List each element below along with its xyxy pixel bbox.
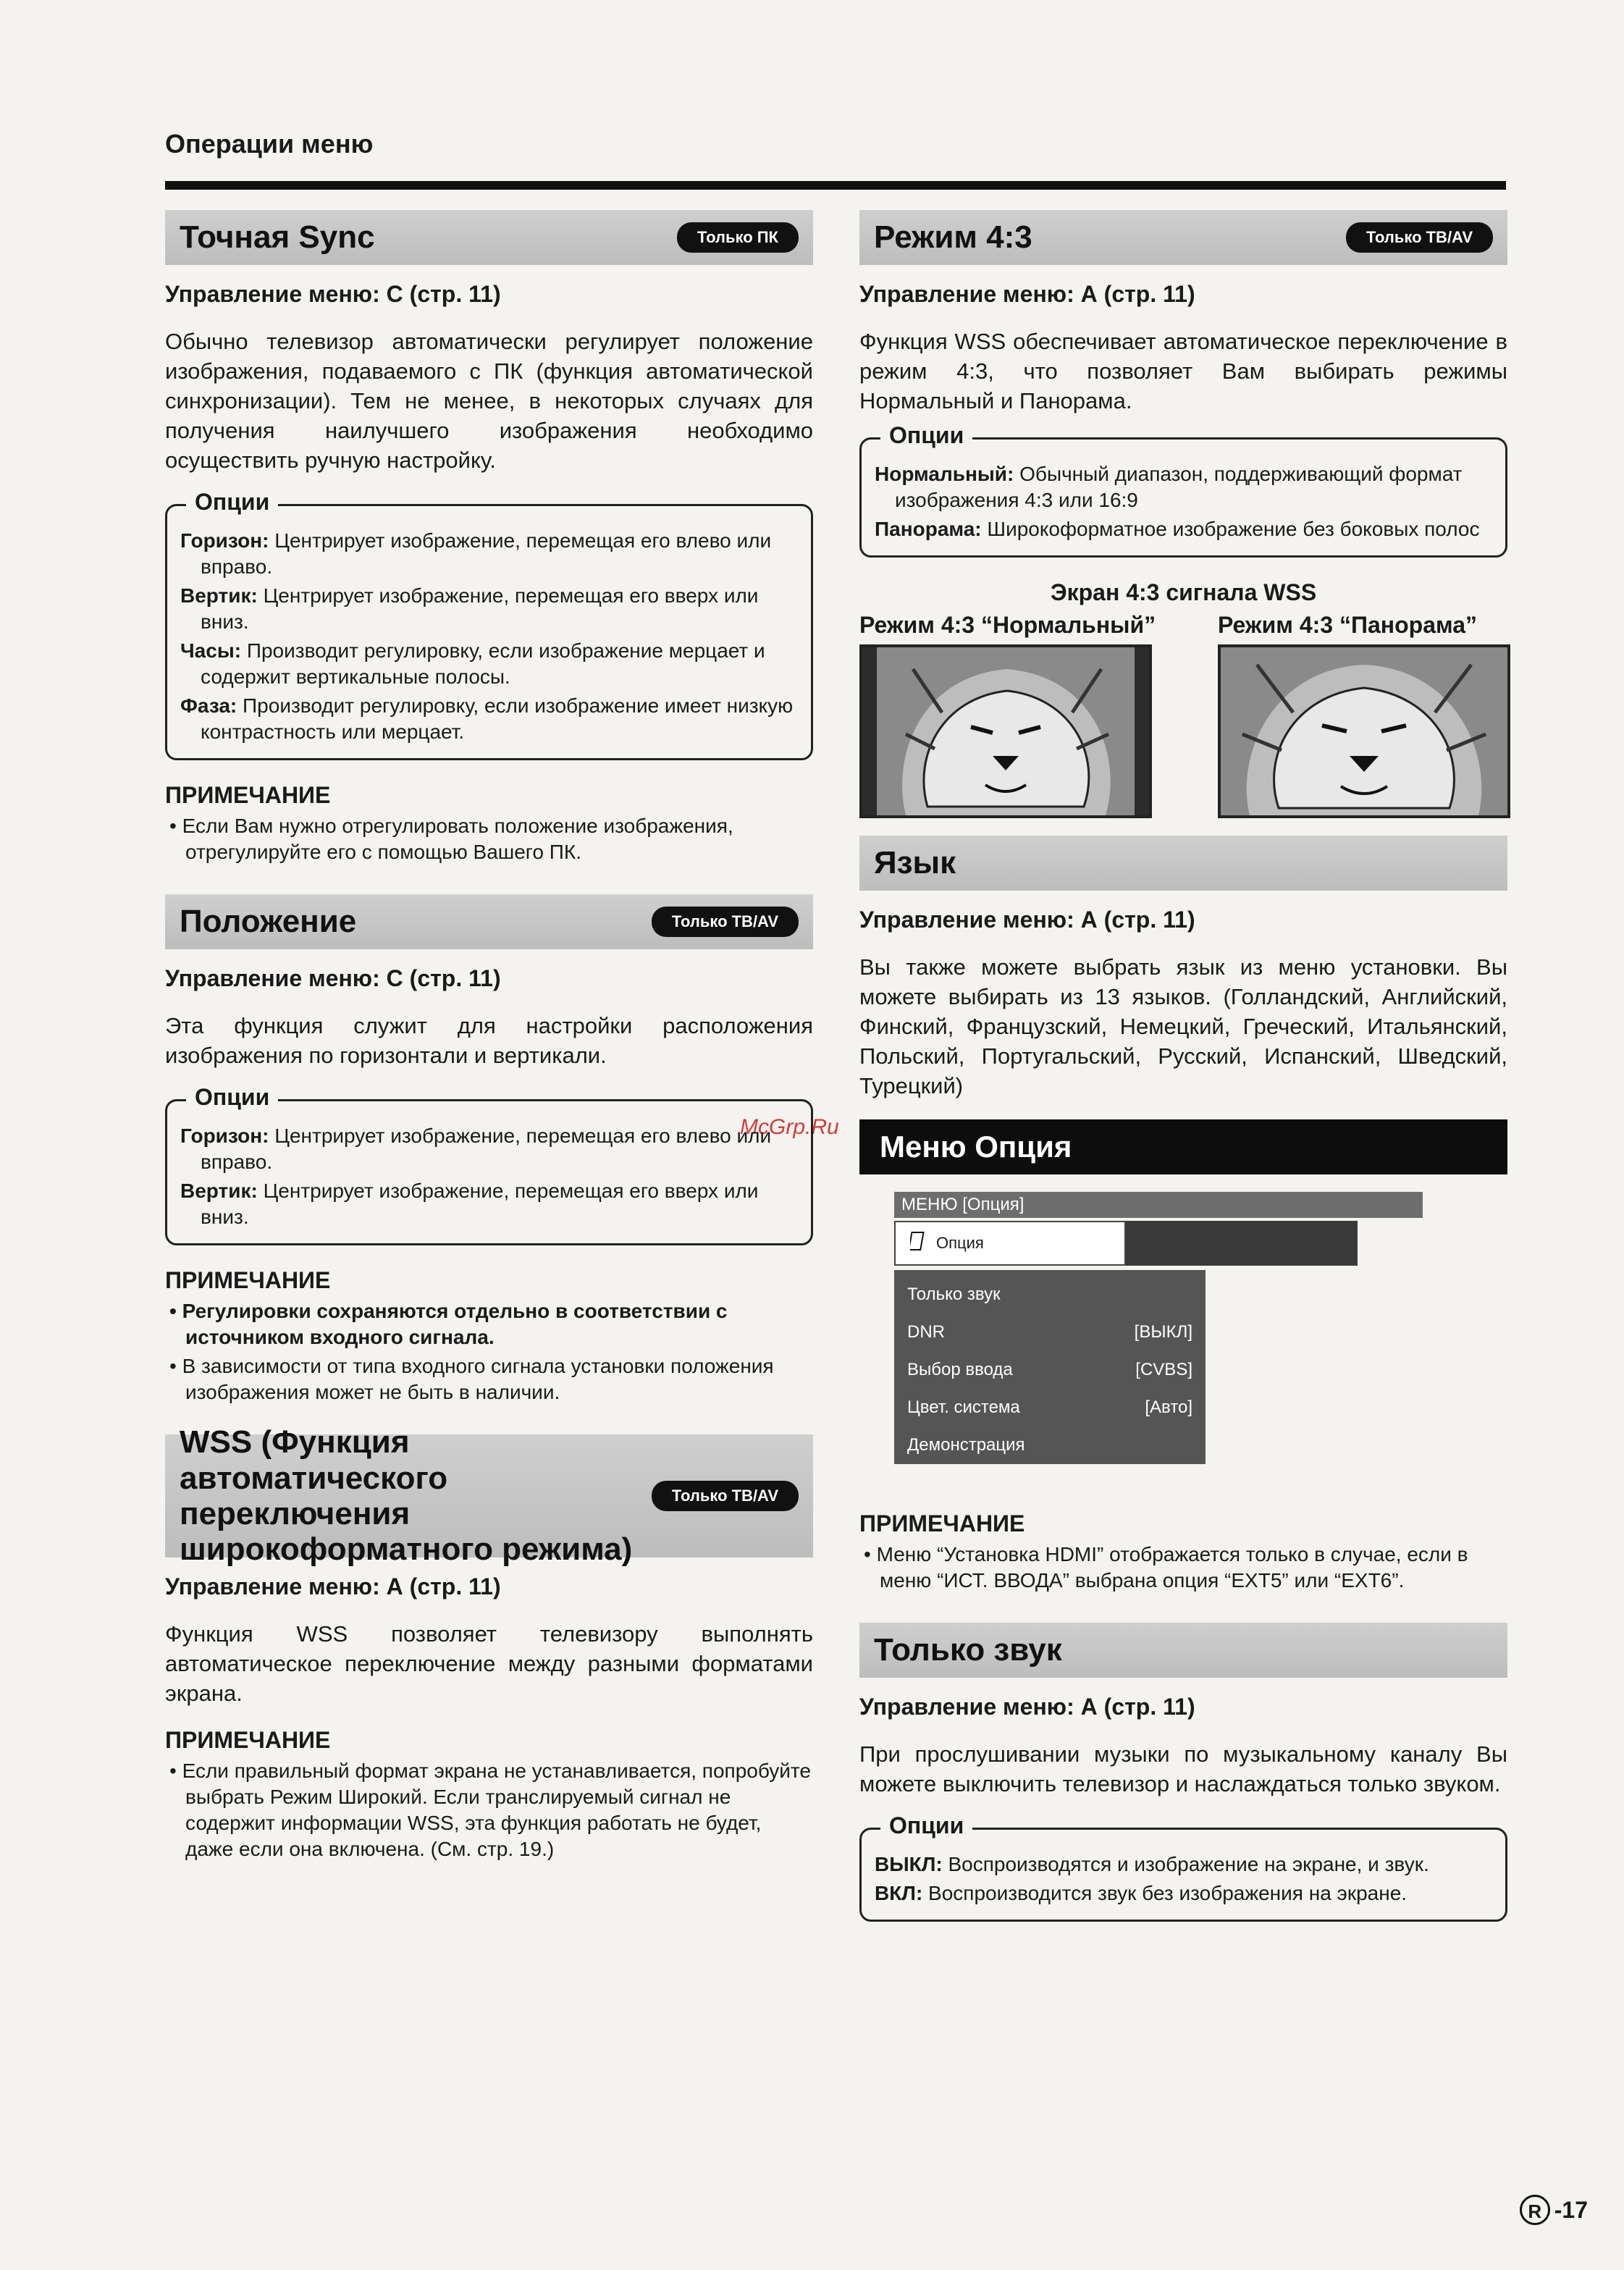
option-item: Нормальный: Обычный диапазон, поддерживающий формат изображения 4:3 или 16:9 [875,463,1463,511]
figure-normal-caption: Режим 4:3 “Нормальный” [859,612,1156,638]
page-footer [1520,2195,1588,2225]
language-title: Язык [874,845,956,881]
lion-image-normal [859,644,1152,818]
wss-heading [165,1424,813,1568]
mode43-intro: Функция WSS обеспечивает автоматическое переключение в режим 4:3, что позволяет Вам выбирать режимы Нормальный и Панорама. [859,329,1507,413]
position-title: Положение [180,904,357,940]
position-options [165,1084,813,1245]
position-heading [165,894,813,949]
figures [859,612,1507,818]
option-item: Панорама: Широкоформатное изображение без боковых полос [875,518,1480,540]
option-item: Часы: Производит регулировку, если изображение мерцает и содержит вертикальные полосы. [180,639,765,688]
language-intro: Вы также можете выбрать язык из меню установки. Вы можете выбирать из 13 языков. (Голландский, Английский, Финский, Французский, Немецкий, Греческий, Итальянский, Польский, Португальский, Русский, Испанский, Шведский, Турецкий) [859,954,1507,1098]
note-title: ПРИМЕЧАНИЕ [859,1510,1025,1537]
note-item: • Меню “Установка HDMI” отображается только в случае, если в меню “ИСТ. ВВОДА” выбрана опция “EXT5” или “EXT6”. [864,1543,1468,1592]
figures-title: Экран 4:3 сигнала WSS [1050,579,1317,605]
option-item: ВЫКЛ: Воспроизводятся и изображение на экране, и звук. [875,1853,1429,1875]
option-icon [910,1230,926,1256]
language-heading [859,836,1507,891]
mode43-title: Режим 4:3 [874,219,1032,256]
audio-only-title: Только звук [874,1632,1062,1668]
audio-only-heading [859,1623,1507,1678]
position-control: Управление меню: С (стр. 11) [165,965,501,991]
option-item: ВКЛ: Воспроизводится звук без изображения на экране. [875,1882,1408,1904]
note-item: • Если правильный формат экрана не устанавливается, попробуйте выбрать Режим Широкий. Если транслируемый сигнал не содержит информации WSS, эта функция работать не будет, даже если она включена. (См. стр. 19.) [169,1760,811,1860]
option-item: Горизон: Центрирует изображение, перемещая его влево или вправо. [180,529,772,578]
mode43-badge: Только ТВ/AV [1346,222,1493,253]
mode43-heading [859,210,1507,265]
right-column [859,210,1507,1943]
fine-sync-options [165,489,813,760]
fine-sync-badge: Только ПК [677,222,799,253]
note-item: • Регулировки сохраняются отдельно в соответствии с источником входного сигнала. [169,1300,728,1348]
audio-only-options [859,1812,1507,1922]
menu-row: Демонстрация [907,1435,1025,1455]
figure-panorama [1218,612,1507,818]
wss-title: WSS (Функция автоматического переключения широкоформатного режима) [180,1424,633,1568]
wss-intro: Функция WSS позволяет телевизору выполнять автоматическое переключение между разными форматами экрана. [165,1621,813,1706]
wss-control: Управление меню: А (стр. 11) [165,1573,501,1599]
wss-badge: Только ТВ/AV [652,1481,799,1511]
menu-row: Только звук [907,1285,1001,1304]
position-intro: Эта функция служит для настройки расположения изображения по горизонтали и вертикали. [165,1013,813,1068]
left-column [165,210,813,1865]
page-number: -17 [1554,2196,1588,2223]
menu-row: DNR [ВЫКЛ] [907,1322,1192,1342]
fine-sync-heading [165,210,813,265]
menu-top-bar: МЕНЮ [Опция] [894,1192,1423,1218]
figure-panorama-caption: Режим 4:3 “Панорама” [1218,612,1478,638]
menu-row: Выбор ввода [CVBS] [907,1360,1192,1379]
options-label: Опции [880,422,972,449]
options-label: Опции [880,1812,972,1839]
region-badge: R [1520,2195,1550,2225]
option-menu-screenshot [894,1192,1423,1496]
menu-dark-panel [1126,1221,1358,1266]
figure-normal [859,612,1156,818]
lion-image-panorama [1218,644,1510,818]
mode43-control: Управление меню: А (стр. 11) [859,281,1195,307]
option-menu-title: Меню Опция [880,1130,1072,1164]
option-menu-heading [859,1119,1507,1174]
menu-list [894,1270,1206,1464]
note-title: ПРИМЕЧАНИЕ [165,1267,331,1293]
menu-selected-item: Опция [894,1221,1126,1266]
menu-row: Цвет. система [Авто] [907,1397,1192,1417]
position-badge: Только ТВ/AV [652,907,799,937]
audio-only-intro: При прослушивании музыки по музыкальному каналу Вы можете выключить телевизор и наслаждаться только звуком. [859,1741,1507,1796]
options-label: Опции [186,489,278,516]
option-item: Вертик: Центрирует изображение, перемещая его вверх или вниз. [180,1180,759,1228]
note-title: ПРИМЕЧАНИЕ [165,782,331,808]
fine-sync-title: Точная Sync [180,219,375,256]
page-title: Операции меню [165,129,374,159]
option-item: Горизон: Центрирует изображение, перемещая его влево или вправо. [180,1125,772,1173]
note-item: • В зависимости от типа входного сигнала установки положения изображения может не быть в наличии. [169,1355,774,1403]
mode43-options [859,422,1507,558]
option-item: Вертик: Центрирует изображение, перемещая его вверх или вниз. [180,584,759,633]
options-label: Опции [186,1084,278,1111]
language-control: Управление меню: А (стр. 11) [859,907,1195,933]
note-title: ПРИМЕЧАНИЕ [165,1727,331,1753]
note-item: • Если Вам нужно отрегулировать положение изображения, отрегулируйте его с помощью Вашего ПК. [169,815,733,863]
fine-sync-control: Управление меню: С (стр. 11) [165,281,501,307]
header-rule [165,181,1506,190]
watermark: McGrp.Ru [740,1115,839,1139]
option-item: Фаза: Производит регулировку, если изображение имеет низкую контрастность или мерцает. [180,694,794,743]
audio-only-control: Управление меню: А (стр. 11) [859,1694,1195,1720]
fine-sync-intro: Обычно телевизор автоматически регулирует положение изображения, подаваемого с ПК (функция автоматической синхронизации). Тем не менее, в некоторых случаях для получения наилучшего изображения необходимо осуществить ручную настройку. [165,329,813,473]
